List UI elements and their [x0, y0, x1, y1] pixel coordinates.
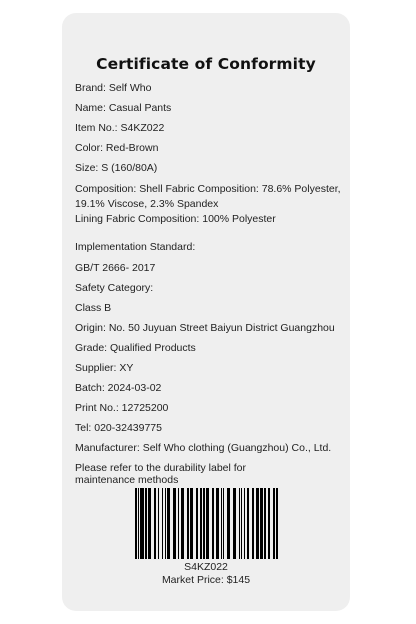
implementation-standard-label: Implementation Standard: [75, 241, 196, 253]
manufacturer-line: Manufacturer: Self Who clothing (Guangzhou) Co., Ltd. [75, 442, 332, 454]
barcode-bar [206, 488, 209, 559]
barcode-bar [256, 488, 259, 559]
barcode-bar [165, 488, 166, 559]
composition-line-2: 19.1% Viscose, 2.3% Spandex [75, 198, 219, 210]
barcode-bar [142, 488, 144, 559]
origin-line: Origin: No. 50 Juyuan Street Baiyun District Guangzhou [75, 322, 335, 334]
certificate-title: Certificate of Conformity [96, 55, 316, 73]
lining-line: Lining Fabric Composition: 100% Polyester [75, 213, 276, 225]
safety-category-value: Class B [75, 302, 112, 314]
barcode-bar [241, 488, 242, 559]
barcode-bar [260, 488, 263, 559]
barcode-bar [138, 488, 139, 559]
barcode-icon [135, 488, 278, 559]
item-no-line: Item No.: S4KZ022 [75, 122, 165, 134]
care-instruction-line-2: maintenance methods [75, 474, 179, 486]
barcode-bar [158, 488, 159, 559]
composition-line-1: Composition: Shell Fabric Composition: 78.6% Polyester, [75, 183, 341, 195]
barcode-bar [264, 488, 266, 559]
barcode-bar [148, 488, 151, 559]
barcode-bar [273, 488, 275, 559]
color-line: Color: Red-Brown [75, 142, 159, 154]
barcode-bar [239, 488, 240, 559]
barcode-bar [162, 488, 163, 559]
barcode-bar [203, 488, 205, 559]
barcode-bar [227, 488, 230, 559]
batch-line: Batch: 2024-03-02 [75, 382, 162, 394]
barcode-bar [181, 488, 184, 559]
barcode-bar [247, 488, 249, 559]
barcode-bar [200, 488, 202, 559]
barcode-bar [244, 488, 245, 559]
barcode-bar [233, 488, 236, 559]
barcode-bar [173, 488, 176, 559]
barcode-bar [252, 488, 254, 559]
barcode-bar [154, 488, 156, 559]
barcode-bar [140, 488, 142, 559]
barcode-bar [190, 488, 193, 559]
barcode-bar [216, 488, 219, 559]
name-line: Name: Casual Pants [75, 102, 172, 114]
barcode-bar [276, 488, 278, 559]
barcode-bar [178, 488, 179, 559]
supplier-line: Supplier: XY [75, 362, 134, 374]
barcode-bar [223, 488, 224, 559]
barcode-bar [196, 488, 198, 559]
barcode-bar [212, 488, 214, 559]
grade-line: Grade: Qualified Products [75, 342, 196, 354]
barcode-number: S4KZ022 [184, 561, 228, 573]
size-line: Size: S (160/80A) [75, 162, 158, 174]
barcode-bar [145, 488, 147, 559]
care-instruction-line-1: Please refer to the durability label for [75, 462, 247, 474]
barcode-bar [268, 488, 270, 559]
barcode-bar [167, 488, 170, 559]
safety-category-label: Safety Category: [75, 282, 154, 294]
implementation-standard-value: GB/T 2666- 2017 [75, 262, 156, 274]
print-no-line: Print No.: 12725200 [75, 402, 169, 414]
brand-line: Brand: Self Who [75, 82, 152, 94]
barcode-bar [135, 488, 137, 559]
certificate-card [62, 13, 350, 611]
market-price: Market Price: $145 [161, 574, 251, 586]
barcode-bar [187, 488, 189, 559]
barcode-bar [221, 488, 222, 559]
tel-line: Tel: 020-32439775 [75, 422, 162, 434]
